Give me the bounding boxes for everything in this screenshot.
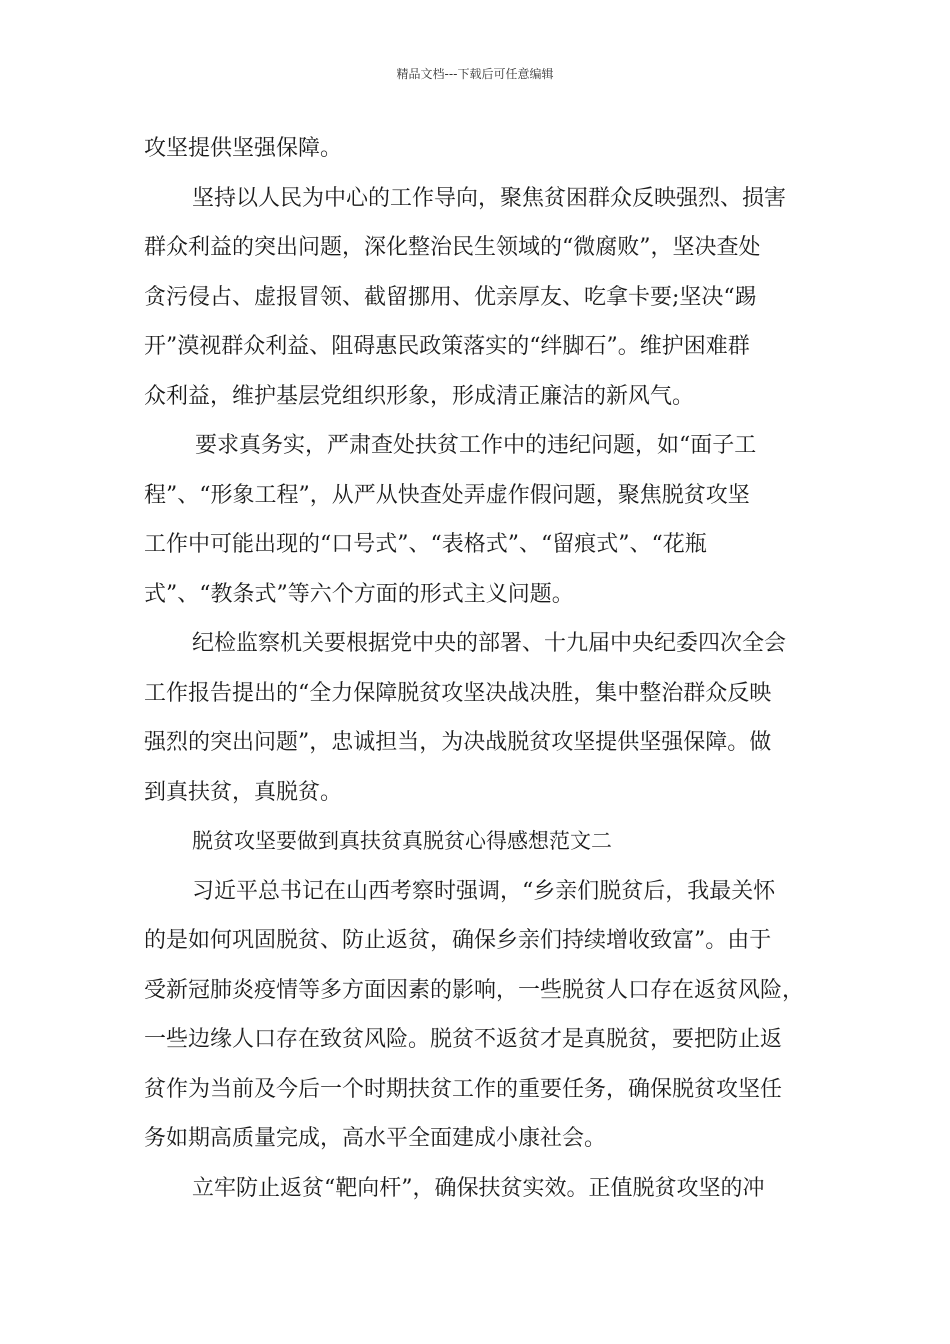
text-line: 众利益，维护基层党组织形象，形成清正廉洁的新风气。 bbox=[144, 383, 695, 409]
paragraph-start-line: 坚持以人民为中心的工作导向，聚焦贫困群众反映强烈、损害 bbox=[192, 185, 787, 211]
text-line: 一些边缘人口存在致贫风险。脱贫不返贫才是真脱贫，要把防止返 bbox=[144, 1027, 783, 1052]
text-line: 到真扶贫，真脱贫。 bbox=[144, 779, 343, 805]
text-line: 工作中可能出现的“口号式”、“表格式”、“留痕式”、“花瓶 bbox=[144, 532, 707, 557]
paragraph-start-line: 纪检监察机关要根据党中央的部署、十九届中央纪委四次全会 bbox=[192, 631, 787, 656]
text-line: 工作报告提出的“全力保障脱贫攻坚决战决胜，集中整治群众反映 bbox=[144, 680, 772, 706]
text-line: 务如期高质量完成，高水平全面建成小康社会。 bbox=[144, 1126, 607, 1151]
text-line: 开”漠视群众利益、阻碍惠民政策落实的“绊脚石”。维护困难群 bbox=[144, 334, 750, 359]
text-line: 群众利益的突出问题，深化整治民生领域的“微腐败”，坚决查处 bbox=[144, 235, 761, 260]
section-heading: 脱贫攻坚要做到真扶贫真脱贫心得感想范文二 bbox=[192, 829, 612, 853]
paragraph-start-line: 习近平总书记在山西考察时强调，“乡亲们脱贫后，我最关怀 bbox=[192, 878, 776, 904]
text-line: 攻坚提供坚强保障。 bbox=[144, 136, 343, 161]
paragraph-start-line: 要求真务实，严肃查处扶贫工作中的违纪问题，如“面子工 bbox=[195, 433, 757, 458]
text-line: 贪污侵占、虚报冒领、截留挪用、优亲厚友、吃拿卡要;坚决“踢 bbox=[144, 284, 757, 310]
text-line: 受新冠肺炎疫情等多方面因素的影响，一些脱贫人口存在返贫风险， bbox=[144, 977, 805, 1003]
text-line: 程”、“形象工程”，从严从快查处弄虚作假问题，聚焦脱贫攻坚 bbox=[144, 482, 750, 508]
page-header: 精品文档---下载后可任意编辑 bbox=[396, 67, 554, 81]
text-line: 强烈的突出问题”，忠诚担当，为决战脱贫攻坚提供坚强保障。做 bbox=[144, 730, 772, 755]
text-line: 式”、“教条式”等六个方面的形式主义问题。 bbox=[144, 581, 574, 607]
text-line: 贫作为当前及今后一个时期扶贫工作的重要任务，确保脱贫攻坚任 bbox=[144, 1076, 783, 1102]
text-line: 的是如何巩固脱贫、防止返贫，确保乡亲们持续增收致富”。由于 bbox=[144, 928, 772, 953]
body-text bbox=[144, 124, 808, 1213]
paragraph-start-line: 立牢防止返贫“靶向杆”，确保扶贫实效。正值脱贫攻坚的冲 bbox=[192, 1175, 765, 1201]
